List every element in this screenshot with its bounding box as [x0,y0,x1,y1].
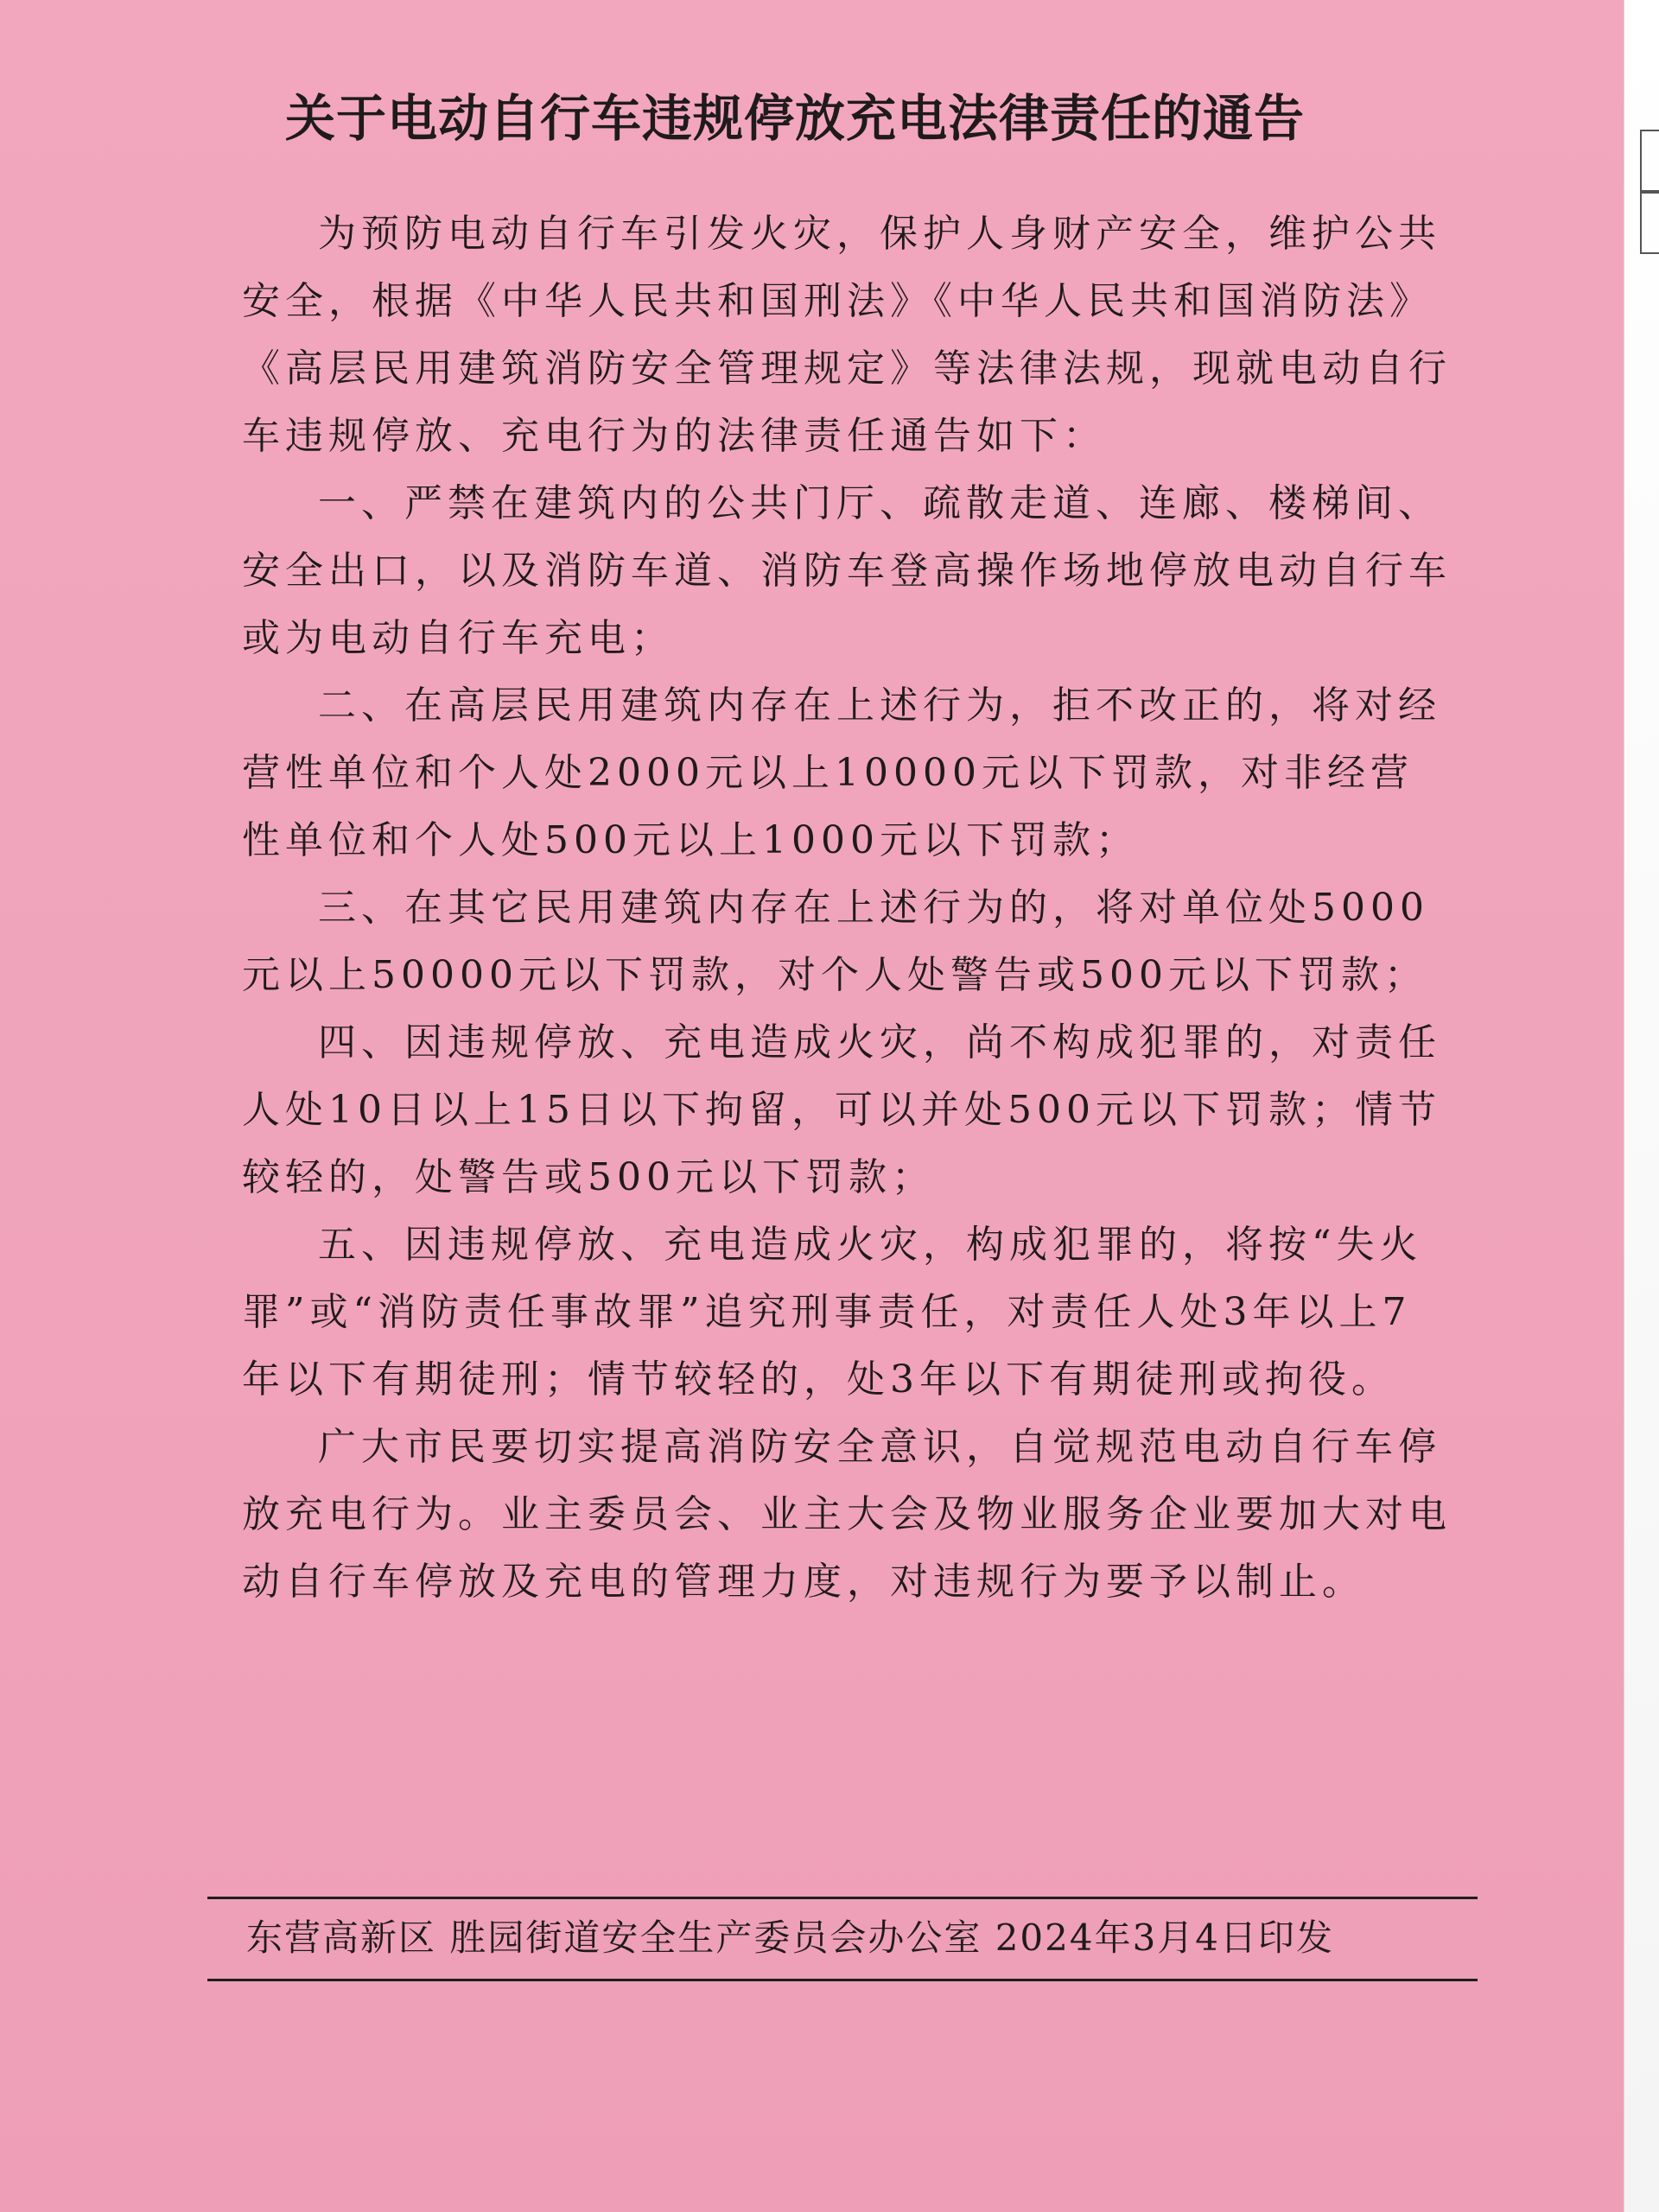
paragraph-closing: 广大市民要切实提高消防安全意识，自觉规范电动自行车停放充电行为。业主委员会、业主大会及物业服务企业要加大对电动自行车停放及充电的管理力度，对违规行为要予以制止。 [242,1425,1452,1604]
issuing-footer: 东营高新区 胜园街道安全生产委员会办公室 2024年3月4日印发 [246,1916,1335,1959]
paragraph-item-3: 三、在其它民用建筑内存在上述行为的，将对单位处5000元以上50000元以下罚款，对个人处警告或500元以下罚款； [242,886,1429,997]
edge-mark [1640,190,1659,254]
notice-title: 关于电动自行车违规停放充电法律责任的通告 [285,89,1306,148]
paragraph-item-1: 一、严禁在建筑内的公共门厅、疏散走道、连廊、楼梯间、安全出口，以及消防车道、消防车登高操作场地停放电动自行车或为电动自行车充电； [242,481,1452,660]
paragraph-intro: 为预防电动自行车引发火灾，保护人身财产安全，维护公共安全，根据《中华人民共和国刑法》《中华人民共和国消防法》《高层民用建筑消防安全管理规定》等法律法规，现就电动自行车违规停放、充电行为的法律责任通告如下： [242,212,1452,458]
paragraph-item-4: 四、因违规停放、充电造成火灾，尚不构成犯罪的，对责任人处10日以上15日以下拘留，可以并处500元以下罚款；情节较轻的，处警告或500元以下罚款； [242,1020,1441,1199]
paragraph-item-5: 五、因违规停放、充电造成火灾，构成犯罪的，将按“失火罪”或“消防责任事故罪”追究刑事责任，对责任人处3年以上7年以下有期徒刑；情节较轻的，处3年以下有期徒刑或拘役。 [242,1223,1423,1402]
edge-mark [1640,130,1659,194]
background-edge [1624,0,1659,2212]
footer-bottom-rule [207,1979,1478,1981]
notice-body [242,200,1452,1616]
paragraph-item-2: 二、在高层民用建筑内存在上述行为，拒不改正的，将对经营性单位和个人处2000元以上10000元以下罚款，对非经营性单位和个人处500元以上1000元以下罚款； [242,683,1441,862]
